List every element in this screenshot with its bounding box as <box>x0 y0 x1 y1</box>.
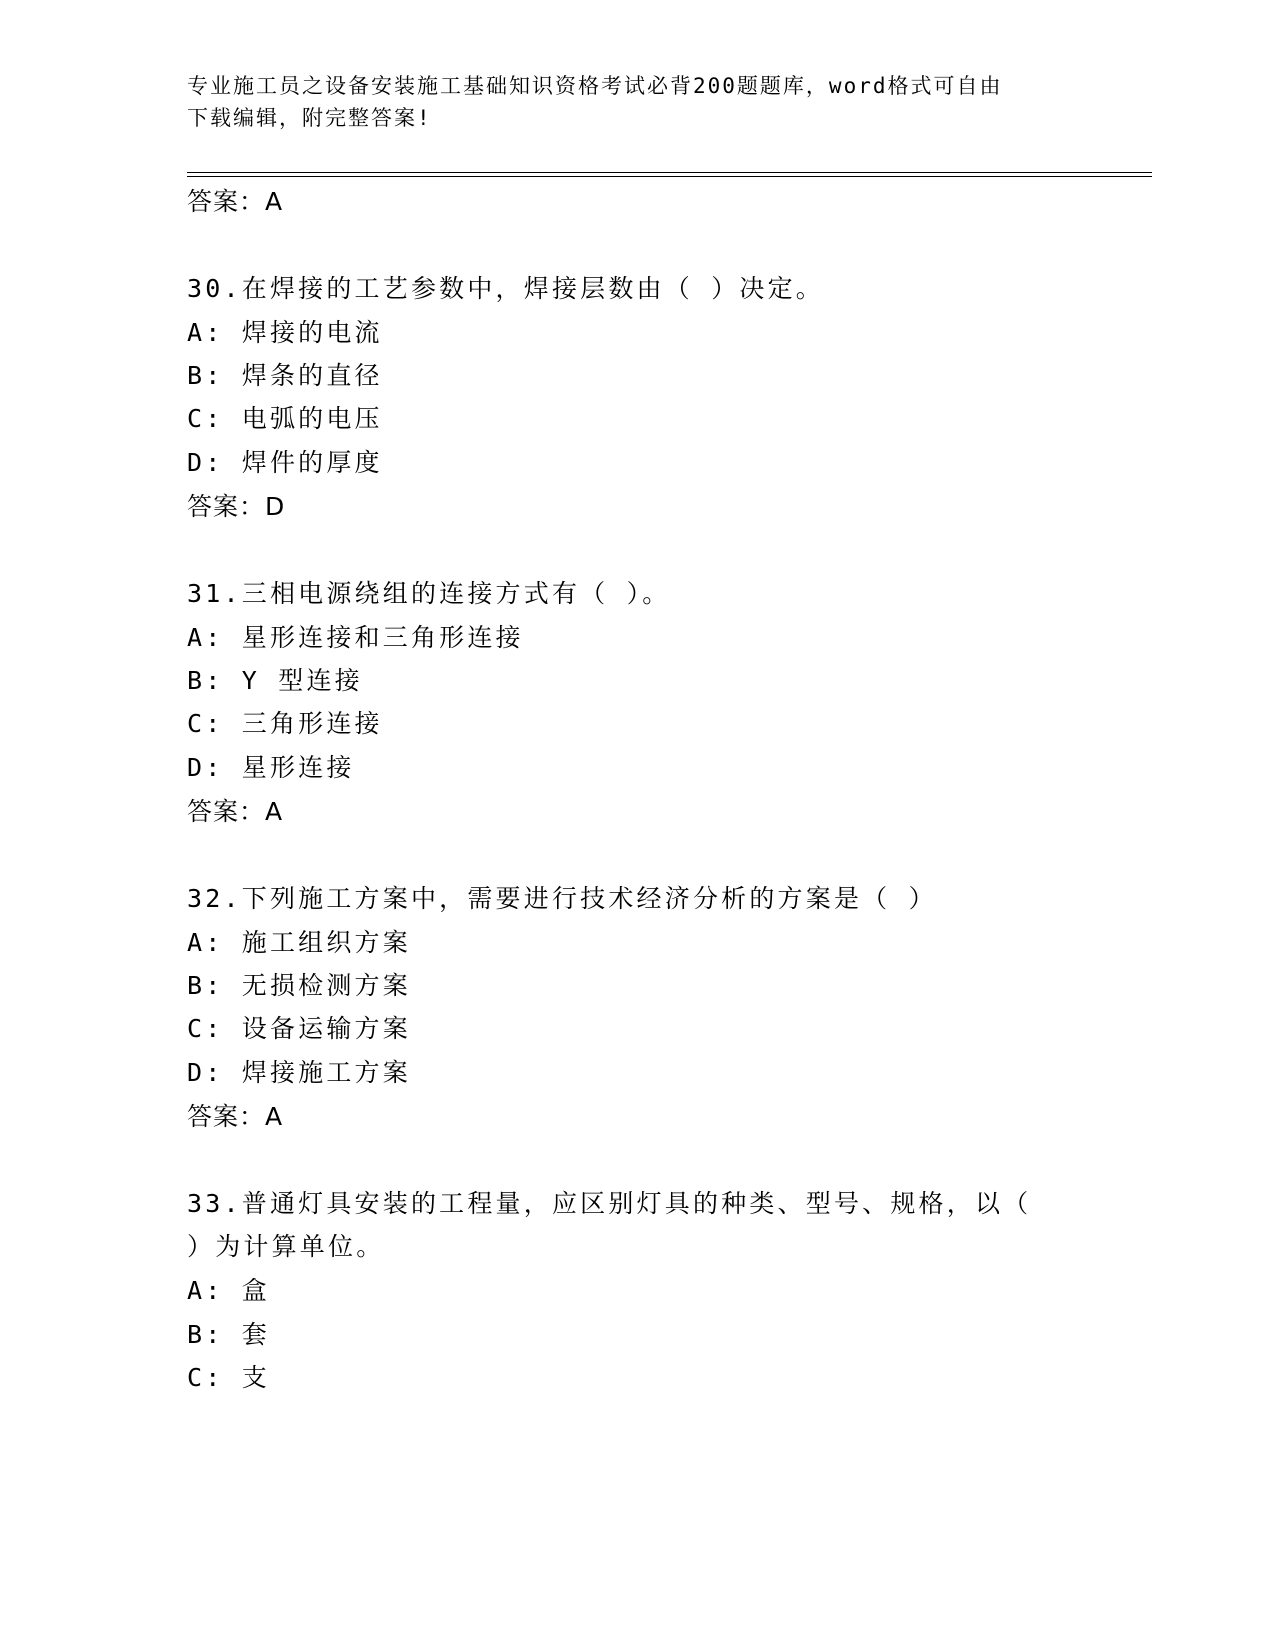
question-option-c: C: 支 <box>187 1363 270 1392</box>
question-option-c: C: 三角形连接 <box>187 709 383 738</box>
header-divider-bottom <box>187 176 1152 177</box>
question-option-d: D: 焊接施工方案 <box>187 1058 411 1087</box>
question-option-d: D: 星形连接 <box>187 753 355 782</box>
document-header-line-2: 下载编辑，附完整答案! <box>187 106 432 130</box>
question-option-a: A: 施工组织方案 <box>187 928 411 957</box>
question-option-b: B: 无损检测方案 <box>187 971 411 1000</box>
document-header-line-1: 专业施工员之设备安装施工基础知识资格考试必背200题题库，word格式可自由 <box>187 74 1003 98</box>
question-option-a: A: 盒 <box>187 1276 270 1305</box>
question-stem: 30.在焊接的工艺参数中，焊接层数由（ ）决定。 <box>187 274 825 303</box>
question-answer: 答案：D <box>187 492 286 521</box>
header-divider-top <box>187 172 1152 173</box>
question-answer: 答案：A <box>187 797 284 826</box>
question-option-c: C: 电弧的电压 <box>187 404 383 433</box>
question-option-b: B: 焊条的直径 <box>187 361 383 390</box>
previous-answer: 答案：A <box>187 187 284 216</box>
question-stem: 33.普通灯具安装的工程量，应区别灯具的种类、型号、规格，以（ <box>187 1189 1032 1218</box>
question-option-a: A: 焊接的电流 <box>187 318 383 347</box>
question-option-d: D: 焊件的厚度 <box>187 448 383 477</box>
question-option-a: A: 星形连接和三角形连接 <box>187 623 524 652</box>
question-stem: 32.下列施工方案中，需要进行技术经济分析的方案是（ ） <box>187 884 937 913</box>
question-answer: 答案：A <box>187 1102 284 1131</box>
question-option-b: B: Y 型连接 <box>187 666 363 695</box>
question-stem: 31.三相电源绕组的连接方式有（ ）。 <box>187 579 671 608</box>
question-stem-continued: ）为计算单位。 <box>187 1232 385 1261</box>
question-option-c: C: 设备运输方案 <box>187 1014 411 1043</box>
question-option-b: B: 套 <box>187 1320 270 1349</box>
